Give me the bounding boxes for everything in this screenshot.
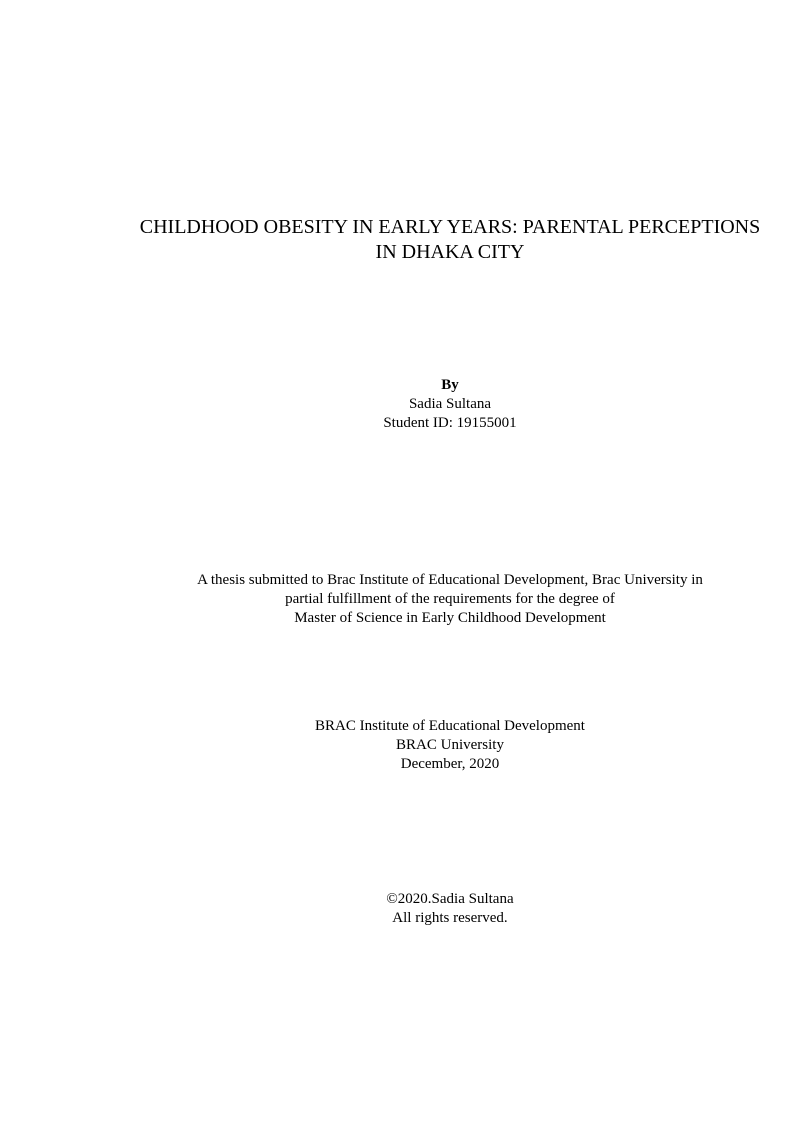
- author-name: Sadia Sultana: [408, 396, 492, 412]
- rights-statement: All rights reserved.: [392, 910, 508, 926]
- by-label: By: [441, 377, 459, 393]
- institution-name: BRAC Institute of Educational Development: [315, 718, 585, 734]
- copyright-notice: ©2020.Sadia Sultana: [386, 891, 514, 907]
- thesis-title-line-2: IN DHAKA CITY: [375, 241, 525, 263]
- thesis-statement-line-2: partial fulfillment of the requirements for the degree of: [285, 591, 615, 607]
- university-name: BRAC University: [396, 737, 504, 753]
- author-block: [0, 376, 800, 433]
- thesis-title-line-1: CHILDHOOD OBESITY IN EARLY YEARS: PARENTAL PERCEPTIONS: [139, 216, 761, 238]
- thesis-statement-line-3: Master of Science in Early Childhood Development: [294, 610, 606, 626]
- copyright-block: [0, 890, 800, 928]
- thesis-statement-line-1: A thesis submitted to Brac Institute of Educational Development, Brac University in: [197, 572, 703, 588]
- student-id: Student ID: 19155001: [383, 415, 517, 431]
- thesis-title: [0, 215, 800, 265]
- thesis-statement: [0, 571, 800, 628]
- submission-date: December, 2020: [400, 756, 500, 772]
- institution-block: [0, 717, 800, 774]
